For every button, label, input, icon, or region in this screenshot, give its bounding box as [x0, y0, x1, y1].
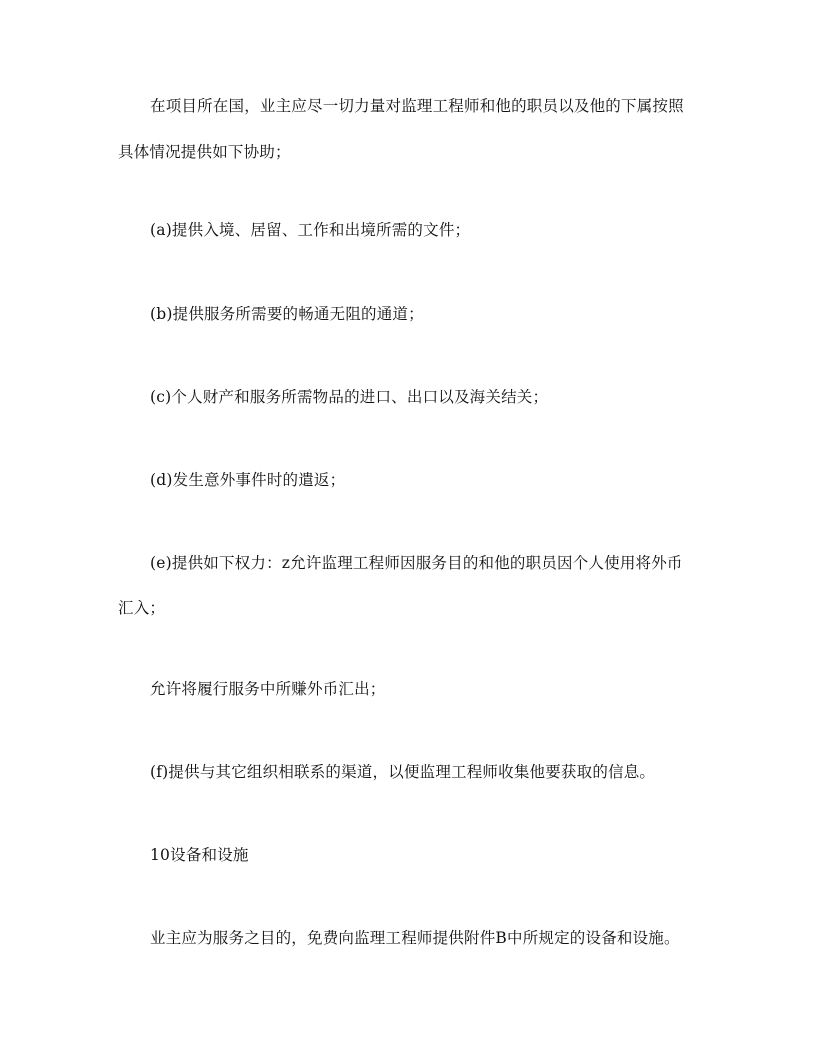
foreign-currency-remit: 允许将履行服务中所赚外币汇出；	[150, 680, 386, 698]
item-a: (a)提供入境、居留、工作和出境所需的文件；	[150, 221, 471, 239]
equipment-paragraph: 业主应为服务之目的，免费向监理工程师提供附件B中所规定的设备和设施。	[150, 929, 680, 947]
item-b: (b)提供服务所需要的畅通无阻的通道；	[150, 305, 424, 323]
paragraph-assistance-line-1: 在项目所在国，业主应尽一切力量对监理工程师和他的职员以及他的下属按照	[150, 97, 684, 115]
item-c: (c)个人财产和服务所需物品的进口、出口以及海关结关；	[150, 388, 549, 406]
item-f: (f)提供与其它组织相联系的渠道，以便监理工程师收集他要获取的信息。	[150, 763, 656, 781]
section-heading-equipment: 10设备和设施	[150, 846, 249, 864]
item-d: (d)发生意外事件时的遣返；	[150, 471, 346, 489]
item-e-line-1: (e)提供如下权力：z允许监理工程师因服务目的和他的职员因个人使用将外币	[150, 554, 683, 572]
paragraph-assistance-line-2: 具体情况提供如下协助；	[118, 143, 291, 161]
item-e-line-2: 汇入；	[118, 599, 166, 617]
